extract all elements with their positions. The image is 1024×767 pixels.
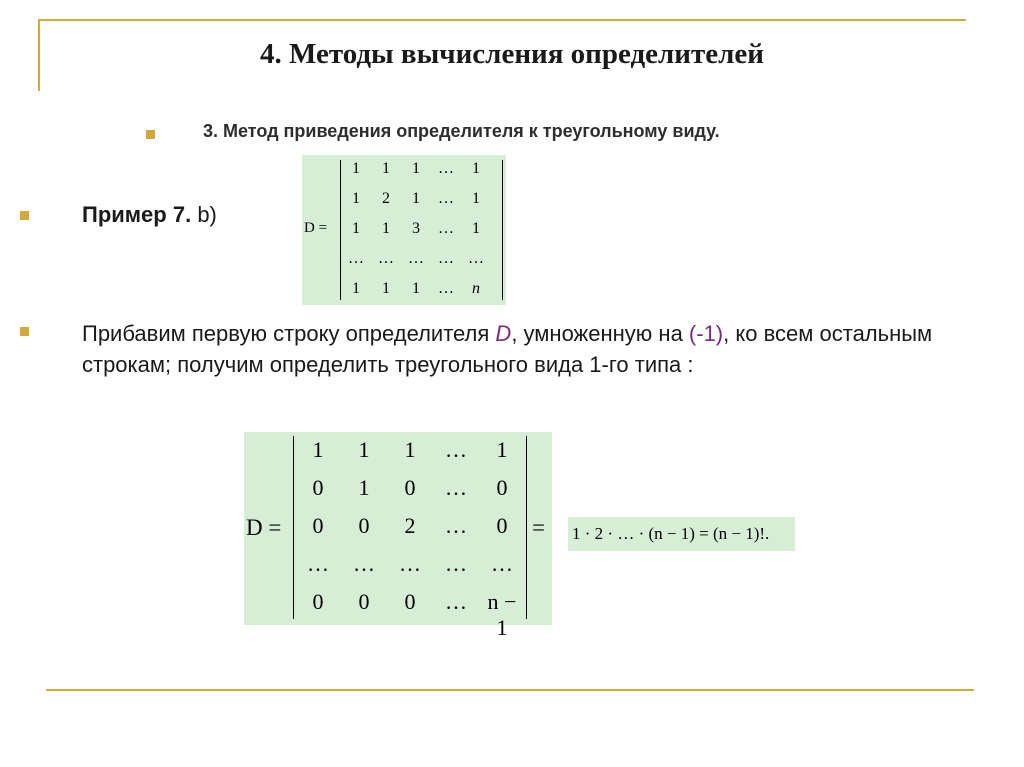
- matrix1-cell: …: [408, 250, 424, 267]
- matrix2-cell: …: [445, 551, 467, 576]
- explanation-paragraph: [82, 318, 982, 380]
- matrix1-cell: 1: [382, 280, 390, 297]
- result-formula: 1 · 2 · … · (n − 1) = (n − 1)!.: [568, 517, 795, 551]
- matrix1-cell: …: [438, 250, 454, 267]
- matrix2-cell: 0: [496, 475, 508, 500]
- matrix2-cell: 2: [404, 513, 416, 538]
- matrix1-cell: …: [378, 250, 394, 267]
- matrix2-cell: 1: [404, 437, 416, 462]
- matrix2-cell: 0: [496, 513, 508, 538]
- matrix2-cell: 1: [358, 475, 370, 500]
- matrix1-cell: …: [348, 250, 364, 267]
- matrix-original: [302, 155, 506, 305]
- bullet-example: [20, 211, 29, 220]
- frame-top-line: [38, 19, 966, 21]
- matrix1-cell: 2: [382, 190, 390, 207]
- matrix2-cell: n − 1: [487, 589, 517, 640]
- matrix1-cell: 1: [352, 160, 360, 177]
- matrix-triangular: [244, 432, 552, 640]
- example-label: Пример 7.: [82, 202, 192, 227]
- bullet-paragraph: [20, 327, 29, 336]
- matrix1-cell: 1: [412, 190, 420, 207]
- matrix-original-right-bar: [502, 160, 503, 300]
- matrix1-cell: …: [438, 280, 454, 297]
- matrix1-cell: 1: [382, 220, 390, 237]
- subtitle: 3. Метод приведения определителя к треугольному виду.: [203, 121, 720, 141]
- matrix1-cell: 1: [412, 280, 420, 297]
- matrix1-cell: 3: [412, 220, 420, 237]
- matrix2-cell: …: [399, 551, 421, 576]
- matrix-triangular-equals: =: [532, 515, 545, 540]
- matrix1-cell: 1: [352, 190, 360, 207]
- frame-bottom-line: [46, 689, 974, 691]
- matrix1-cell: 1: [352, 280, 360, 297]
- matrix1-cell: 1: [472, 220, 480, 237]
- example-part: b): [197, 202, 217, 227]
- bullet-subtitle: [146, 130, 155, 139]
- matrix2-cell: 0: [404, 589, 416, 614]
- para-part2: , умноженную на: [511, 321, 689, 346]
- matrix2-cell: 0: [358, 513, 370, 538]
- slide-title: 4. Методы вычисления определителей: [259, 38, 764, 70]
- matrix1-cell: 1: [412, 160, 420, 177]
- matrix2-cell: …: [445, 437, 467, 462]
- matrix1-cell: …: [438, 220, 454, 237]
- matrix2-cell: …: [491, 551, 513, 576]
- matrix2-cell: …: [445, 589, 467, 614]
- matrix1-cell: …: [468, 250, 484, 267]
- para-part3: , ко всем остальным строкам; получим определить треугольного вида 1-го типа :: [82, 321, 933, 377]
- para-neg: (-1): [688, 321, 724, 346]
- matrix-triangular-left-bar: [293, 436, 294, 619]
- matrix2-cell: …: [353, 551, 375, 576]
- example-heading: [82, 202, 217, 228]
- para-D: D: [495, 321, 512, 346]
- matrix2-cell: …: [307, 551, 329, 576]
- matrix1-cell: 1: [382, 160, 390, 177]
- matrix1-cell: 1: [472, 190, 480, 207]
- matrix1-cell: 1: [352, 220, 360, 237]
- matrix-triangular-label: D =: [246, 515, 282, 540]
- matrix1-cell: …: [438, 160, 454, 177]
- matrix2-cell: …: [445, 513, 467, 538]
- matrix2-cell: 1: [496, 437, 508, 462]
- para-part1: Прибавим первую строку определителя: [82, 321, 496, 346]
- matrix-triangular-right-bar: [526, 436, 527, 619]
- matrix2-cell: 0: [312, 475, 324, 500]
- matrix2-cell: 0: [312, 513, 324, 538]
- matrix2-cell: 1: [312, 437, 324, 462]
- matrix1-cell: n: [472, 280, 480, 297]
- matrix1-cell: 1: [472, 160, 480, 177]
- matrix2-cell: …: [445, 475, 467, 500]
- matrix-original-label: D =: [304, 220, 328, 236]
- matrix-original-left-bar: [340, 160, 341, 300]
- matrix2-cell: 1: [358, 437, 370, 462]
- matrix2-cell: 0: [312, 589, 324, 614]
- matrix1-cell: …: [438, 190, 454, 207]
- matrix2-cell: 0: [404, 475, 416, 500]
- matrix2-cell: 0: [358, 589, 370, 614]
